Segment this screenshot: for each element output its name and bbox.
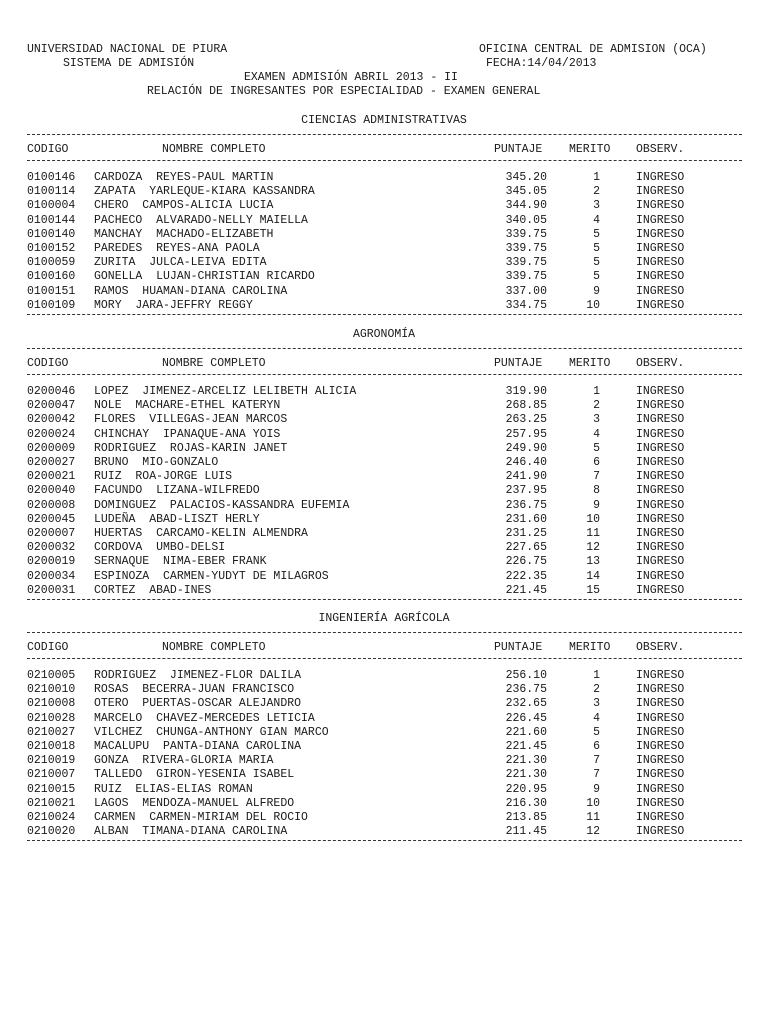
table-row	[0, 683, 768, 697]
separator-line	[27, 658, 742, 659]
table-row	[0, 584, 768, 598]
table-row	[0, 768, 768, 782]
nombre-cell: LAGOS MENDOZA-MANUEL ALFREDO	[94, 796, 295, 810]
observ-cell: INGRESO	[636, 569, 685, 583]
puntaje-cell: 211.45	[505, 825, 547, 839]
column-codigo: CODIGO	[27, 143, 69, 156]
merito-cell: 4	[593, 213, 600, 227]
codigo-cell: 0200040	[27, 484, 76, 498]
table-row	[0, 669, 768, 683]
table-row	[0, 527, 768, 541]
puntaje-cell: 249.90	[505, 441, 547, 455]
table-row	[0, 555, 768, 569]
separator-line	[27, 632, 742, 633]
nombre-cell: NOLE MACHARE-ETHEL KATERYN	[94, 399, 281, 413]
merito-cell: 2	[593, 399, 600, 413]
puntaje-cell: 236.75	[505, 683, 547, 697]
codigo-cell: 0210008	[27, 697, 76, 711]
puntaje-cell: 263.25	[505, 413, 547, 427]
nombre-cell: GONELLA LUJAN-CHRISTIAN RICARDO	[94, 270, 315, 284]
column-observ: OBSERV.	[636, 143, 685, 156]
observ-cell: INGRESO	[636, 213, 685, 227]
codigo-cell: 0100151	[27, 284, 76, 298]
merito-cell: 2	[593, 683, 600, 697]
codigo-cell: 0100144	[27, 213, 76, 227]
codigo-cell: 0210024	[27, 811, 76, 824]
merito-cell: 8	[593, 484, 600, 498]
nombre-cell: CORDOVA UMBO-DELSI	[94, 541, 226, 555]
nombre-cell: MARCELO CHAVEZ-MERCEDES LETICIA	[94, 711, 315, 725]
codigo-cell: 0100004	[27, 199, 76, 213]
nombre-cell: CARDOZA REYES-PAUL MARTIN	[94, 171, 274, 184]
observ-cell: INGRESO	[636, 583, 685, 597]
table-row	[0, 484, 768, 498]
merito-cell: 1	[593, 669, 600, 682]
table-row	[0, 270, 768, 284]
nombre-cell: ALBAN TIMANA-DIANA CAROLINA	[94, 825, 288, 839]
merito-cell: 5	[593, 242, 600, 255]
codigo-cell: 0200042	[27, 413, 76, 427]
table-row	[0, 228, 768, 242]
merito-cell: 10	[586, 796, 600, 810]
merito-cell: 4	[593, 711, 600, 725]
table-row	[0, 783, 768, 797]
column-puntaje: PUNTAJE	[494, 143, 543, 156]
observ-cell: INGRESO	[636, 171, 685, 184]
codigo-cell: 0210019	[27, 754, 76, 768]
puntaje-cell: 213.85	[505, 811, 547, 824]
codigo-cell: 0200045	[27, 512, 76, 526]
merito-cell: 10	[586, 512, 600, 526]
codigo-cell: 0210010	[27, 683, 76, 697]
nombre-cell: RODRIGUEZ JIMENEZ-FLOR DALILA	[94, 669, 302, 682]
separator-line	[27, 840, 742, 841]
codigo-cell: 0200008	[27, 498, 76, 512]
observ-cell: INGRESO	[636, 413, 685, 427]
codigo-cell: 0200009	[27, 441, 76, 455]
observ-cell: INGRESO	[636, 256, 685, 270]
merito-cell: 7	[593, 470, 600, 484]
table-row	[0, 256, 768, 270]
merito-cell: 6	[593, 456, 600, 469]
nombre-cell: PACHECO ALVARADO-NELLY MAIELLA	[94, 213, 308, 227]
nombre-cell: CORTEZ ABAD-INES	[94, 583, 212, 597]
merito-cell: 3	[593, 199, 600, 213]
observ-cell: INGRESO	[636, 725, 685, 739]
table-row	[0, 242, 768, 256]
puntaje-cell: 221.45	[505, 740, 547, 753]
codigo-cell: 0210015	[27, 782, 76, 796]
observ-cell: INGRESO	[636, 555, 685, 569]
merito-cell: 9	[593, 498, 600, 512]
nombre-cell: SERNAQUE NIMA-EBER FRANK	[94, 555, 267, 569]
merito-cell: 12	[586, 825, 600, 839]
nombre-cell: CHERO CAMPOS-ALICIA LUCIA	[94, 199, 274, 213]
table-row	[0, 199, 768, 213]
puntaje-cell: 339.75	[505, 270, 547, 284]
merito-cell: 5	[593, 441, 600, 455]
observ-cell: INGRESO	[636, 270, 685, 284]
nombre-cell: DOMINGUEZ PALACIOS-KASSANDRA EUFEMIA	[94, 498, 350, 512]
observ-cell: INGRESO	[636, 484, 685, 498]
observ-cell: INGRESO	[636, 768, 685, 782]
nombre-cell: RODRIGUEZ ROJAS-KARIN JANET	[94, 441, 288, 455]
column-puntaje: PUNTAJE	[494, 641, 543, 654]
puntaje-cell: 231.60	[505, 512, 547, 526]
codigo-cell: 0100160	[27, 270, 76, 284]
observ-cell: INGRESO	[636, 284, 685, 298]
table-row	[0, 740, 768, 754]
merito-cell: 13	[586, 555, 600, 569]
merito-cell: 1	[593, 171, 600, 184]
separator-line	[27, 599, 742, 600]
codigo-cell: 0210018	[27, 740, 76, 753]
codigo-cell: 0100114	[27, 185, 76, 199]
table-row	[0, 413, 768, 427]
observ-cell: INGRESO	[636, 669, 685, 682]
codigo-cell: 0200007	[27, 527, 76, 540]
puntaje-cell: 226.75	[505, 555, 547, 569]
observ-cell: INGRESO	[636, 242, 685, 255]
merito-cell: 9	[593, 284, 600, 298]
office-name: OFICINA CENTRAL DE ADMISION (OCA)	[479, 43, 707, 56]
codigo-cell: 0200027	[27, 456, 76, 469]
observ-cell: INGRESO	[636, 811, 685, 824]
puntaje-cell: 340.05	[505, 213, 547, 227]
puntaje-cell: 231.25	[505, 527, 547, 540]
column-codigo: CODIGO	[27, 357, 69, 370]
observ-cell: INGRESO	[636, 298, 685, 312]
report-date: FECHA:14/04/2013	[486, 57, 597, 70]
puntaje-cell: 222.35	[505, 569, 547, 583]
codigo-cell: 0210027	[27, 725, 76, 739]
puntaje-cell: 220.95	[505, 782, 547, 796]
nombre-cell: RAMOS HUAMAN-DIANA CAROLINA	[94, 284, 288, 298]
column-nombre: NOMBRE COMPLETO	[162, 357, 266, 370]
observ-cell: INGRESO	[636, 512, 685, 526]
table-row	[0, 428, 768, 442]
merito-cell: 15	[586, 583, 600, 597]
observ-cell: INGRESO	[636, 683, 685, 697]
nombre-cell: VILCHEZ CHUNGA-ANTHONY GIAN MARCO	[94, 725, 329, 739]
section-title: INGENIERÍA AGRÍCOLA	[318, 612, 450, 625]
puntaje-cell: 216.30	[505, 796, 547, 810]
table-row	[0, 754, 768, 768]
table-row	[0, 456, 768, 470]
column-nombre: NOMBRE COMPLETO	[162, 143, 266, 156]
puntaje-cell: 221.45	[505, 583, 547, 597]
observ-cell: INGRESO	[636, 441, 685, 455]
puntaje-cell: 221.30	[505, 768, 547, 782]
observ-cell: INGRESO	[636, 782, 685, 796]
codigo-cell: 0200032	[27, 541, 76, 555]
observ-cell: INGRESO	[636, 796, 685, 810]
table-row	[0, 697, 768, 711]
merito-cell: 14	[586, 569, 600, 583]
nombre-cell: OTERO PUERTAS-OSCAR ALEJANDRO	[94, 697, 302, 711]
nombre-cell: HUERTAS CARCAMO-KELIN ALMENDRA	[94, 527, 308, 540]
section-title: CIENCIAS ADMINISTRATIVAS	[301, 114, 467, 127]
column-header-row	[0, 357, 768, 371]
nombre-cell: ROSAS BECERRA-JUAN FRANCISCO	[94, 683, 295, 697]
observ-cell: INGRESO	[636, 385, 685, 398]
column-codigo: CODIGO	[27, 641, 69, 654]
nombre-cell: FACUNDO LIZANA-WILFREDO	[94, 484, 260, 498]
codigo-cell: 0210007	[27, 768, 76, 782]
table-row	[0, 513, 768, 527]
nombre-cell: ESPINOZA CARMEN-YUDYT DE MILAGROS	[94, 569, 329, 583]
observ-cell: INGRESO	[636, 697, 685, 711]
merito-cell: 1	[593, 385, 600, 398]
table-row	[0, 712, 768, 726]
merito-cell: 11	[586, 527, 600, 540]
table-row	[0, 442, 768, 456]
merito-cell: 10	[586, 298, 600, 312]
codigo-cell: 0200024	[27, 427, 76, 441]
merito-cell: 3	[593, 697, 600, 711]
merito-cell: 6	[593, 740, 600, 753]
observ-cell: INGRESO	[636, 399, 685, 413]
puntaje-cell: 232.65	[505, 697, 547, 711]
codigo-cell: 0210020	[27, 825, 76, 839]
codigo-cell: 0200034	[27, 569, 76, 583]
puntaje-cell: 344.90	[505, 199, 547, 213]
codigo-cell: 0100146	[27, 171, 76, 184]
nombre-cell: LUDEÑA ABAD-LISZT HERLY	[94, 512, 260, 526]
table-row	[0, 570, 768, 584]
section-title: AGRONOMÍA	[352, 328, 416, 341]
puntaje-cell: 236.75	[505, 498, 547, 512]
merito-cell: 7	[593, 768, 600, 782]
table-row	[0, 214, 768, 228]
table-row	[0, 299, 768, 313]
puntaje-cell: 256.10	[505, 669, 547, 682]
puntaje-cell: 237.95	[505, 484, 547, 498]
codigo-cell: 0200019	[27, 555, 76, 569]
merito-cell: 9	[593, 782, 600, 796]
observ-cell: INGRESO	[636, 185, 685, 199]
observ-cell: INGRESO	[636, 227, 685, 241]
table-row	[0, 797, 768, 811]
puntaje-cell: 246.40	[505, 456, 547, 469]
observ-cell: INGRESO	[636, 754, 685, 768]
column-nombre: NOMBRE COMPLETO	[162, 641, 266, 654]
puntaje-cell: 221.60	[505, 725, 547, 739]
nombre-cell: CHINCHAY IPANAQUE-ANA YOIS	[94, 427, 281, 441]
puntaje-cell: 339.75	[505, 227, 547, 241]
merito-cell: 4	[593, 427, 600, 441]
observ-cell: INGRESO	[636, 456, 685, 469]
merito-cell: 11	[586, 811, 600, 824]
nombre-cell: RUIZ ROA-JORGE LUIS	[94, 470, 233, 484]
table-row	[0, 399, 768, 413]
table-row	[0, 499, 768, 513]
puntaje-cell: 241.90	[505, 470, 547, 484]
column-merito: MERITO	[569, 357, 611, 370]
exam-title: EXAMEN ADMISIÓN ABRIL 2013 - II	[244, 71, 458, 84]
nombre-cell: BRUNO MIO-GONZALO	[94, 456, 219, 469]
table-row	[0, 470, 768, 484]
column-merito: MERITO	[569, 143, 611, 156]
merito-cell: 5	[593, 227, 600, 241]
separator-line	[27, 348, 742, 349]
merito-cell: 2	[593, 185, 600, 199]
puntaje-cell: 221.30	[505, 754, 547, 768]
merito-cell: 3	[593, 413, 600, 427]
nombre-cell: TALLEDO GIRON-YESENIA ISABEL	[94, 768, 295, 782]
merito-cell: 5	[593, 256, 600, 270]
observ-cell: INGRESO	[636, 427, 685, 441]
codigo-cell: 0200031	[27, 583, 76, 597]
observ-cell: INGRESO	[636, 541, 685, 555]
puntaje-cell: 345.05	[505, 185, 547, 199]
column-observ: OBSERV.	[636, 357, 685, 370]
codigo-cell: 0210028	[27, 711, 76, 725]
codigo-cell: 0200046	[27, 385, 76, 398]
nombre-cell: ZAPATA YARLEQUE-KIARA KASSANDRA	[94, 185, 315, 199]
puntaje-cell: 257.95	[505, 427, 547, 441]
nombre-cell: MANCHAY MACHADO-ELIZABETH	[94, 227, 274, 241]
table-row	[0, 811, 768, 825]
table-row	[0, 726, 768, 740]
codigo-cell: 0100109	[27, 298, 76, 312]
separator-line	[27, 314, 742, 315]
table-row	[0, 185, 768, 199]
separator-line	[27, 374, 742, 375]
codigo-cell: 0210021	[27, 796, 76, 810]
university-name: UNIVERSIDAD NACIONAL DE PIURA	[27, 43, 228, 56]
column-merito: MERITO	[569, 641, 611, 654]
codigo-cell: 0200047	[27, 399, 76, 413]
table-row	[0, 385, 768, 399]
merito-cell: 7	[593, 754, 600, 768]
puntaje-cell: 339.75	[505, 256, 547, 270]
puntaje-cell: 226.45	[505, 711, 547, 725]
column-header-row	[0, 143, 768, 157]
puntaje-cell: 319.90	[505, 385, 547, 398]
codigo-cell: 0200021	[27, 470, 76, 484]
system-name: SISTEMA DE ADMISIÓN	[63, 57, 195, 70]
separator-line	[27, 134, 742, 135]
nombre-cell: RUIZ ELIAS-ELIAS ROMAN	[94, 782, 253, 796]
observ-cell: INGRESO	[636, 740, 685, 753]
codigo-cell: 0100059	[27, 256, 76, 270]
nombre-cell: PAREDES REYES-ANA PAOLA	[94, 242, 260, 255]
codigo-cell: 0100140	[27, 227, 76, 241]
nombre-cell: LOPEZ JIMENEZ-ARCELIZ LELIBETH ALICIA	[94, 385, 357, 398]
observ-cell: INGRESO	[636, 199, 685, 213]
observ-cell: INGRESO	[636, 470, 685, 484]
table-row	[0, 285, 768, 299]
nombre-cell: GONZA RIVERA-GLORIA MARIA	[94, 754, 274, 768]
puntaje-cell: 345.20	[505, 171, 547, 184]
merito-cell: 12	[586, 541, 600, 555]
table-row	[0, 171, 768, 185]
nombre-cell: MACALUPU PANTA-DIANA CAROLINA	[94, 740, 302, 753]
nombre-cell: MORY JARA-JEFFRY REGGY	[94, 298, 253, 312]
merito-cell: 5	[593, 270, 600, 284]
observ-cell: INGRESO	[636, 498, 685, 512]
observ-cell: INGRESO	[636, 711, 685, 725]
nombre-cell: CARMEN CARMEN-MIRIAM DEL ROCIO	[94, 811, 308, 824]
nombre-cell: ZURITA JULCA-LEIVA EDITA	[94, 256, 267, 270]
nombre-cell: FLORES VILLEGAS-JEAN MARCOS	[94, 413, 288, 427]
column-observ: OBSERV.	[636, 641, 685, 654]
codigo-cell: 0100152	[27, 242, 76, 255]
puntaje-cell: 227.65	[505, 541, 547, 555]
observ-cell: INGRESO	[636, 825, 685, 839]
puntaje-cell: 339.75	[505, 242, 547, 255]
report-title: RELACIÓN DE INGRESANTES POR ESPECIALIDAD - EXAMEN GENERAL	[147, 85, 541, 98]
table-row	[0, 541, 768, 555]
table-row	[0, 825, 768, 839]
separator-line	[27, 160, 742, 161]
merito-cell: 5	[593, 725, 600, 739]
codigo-cell: 0210005	[27, 669, 76, 682]
puntaje-cell: 337.00	[505, 284, 547, 298]
observ-cell: INGRESO	[636, 527, 685, 540]
puntaje-cell: 268.85	[505, 399, 547, 413]
column-header-row	[0, 641, 768, 655]
puntaje-cell: 334.75	[505, 298, 547, 312]
column-puntaje: PUNTAJE	[494, 357, 543, 370]
